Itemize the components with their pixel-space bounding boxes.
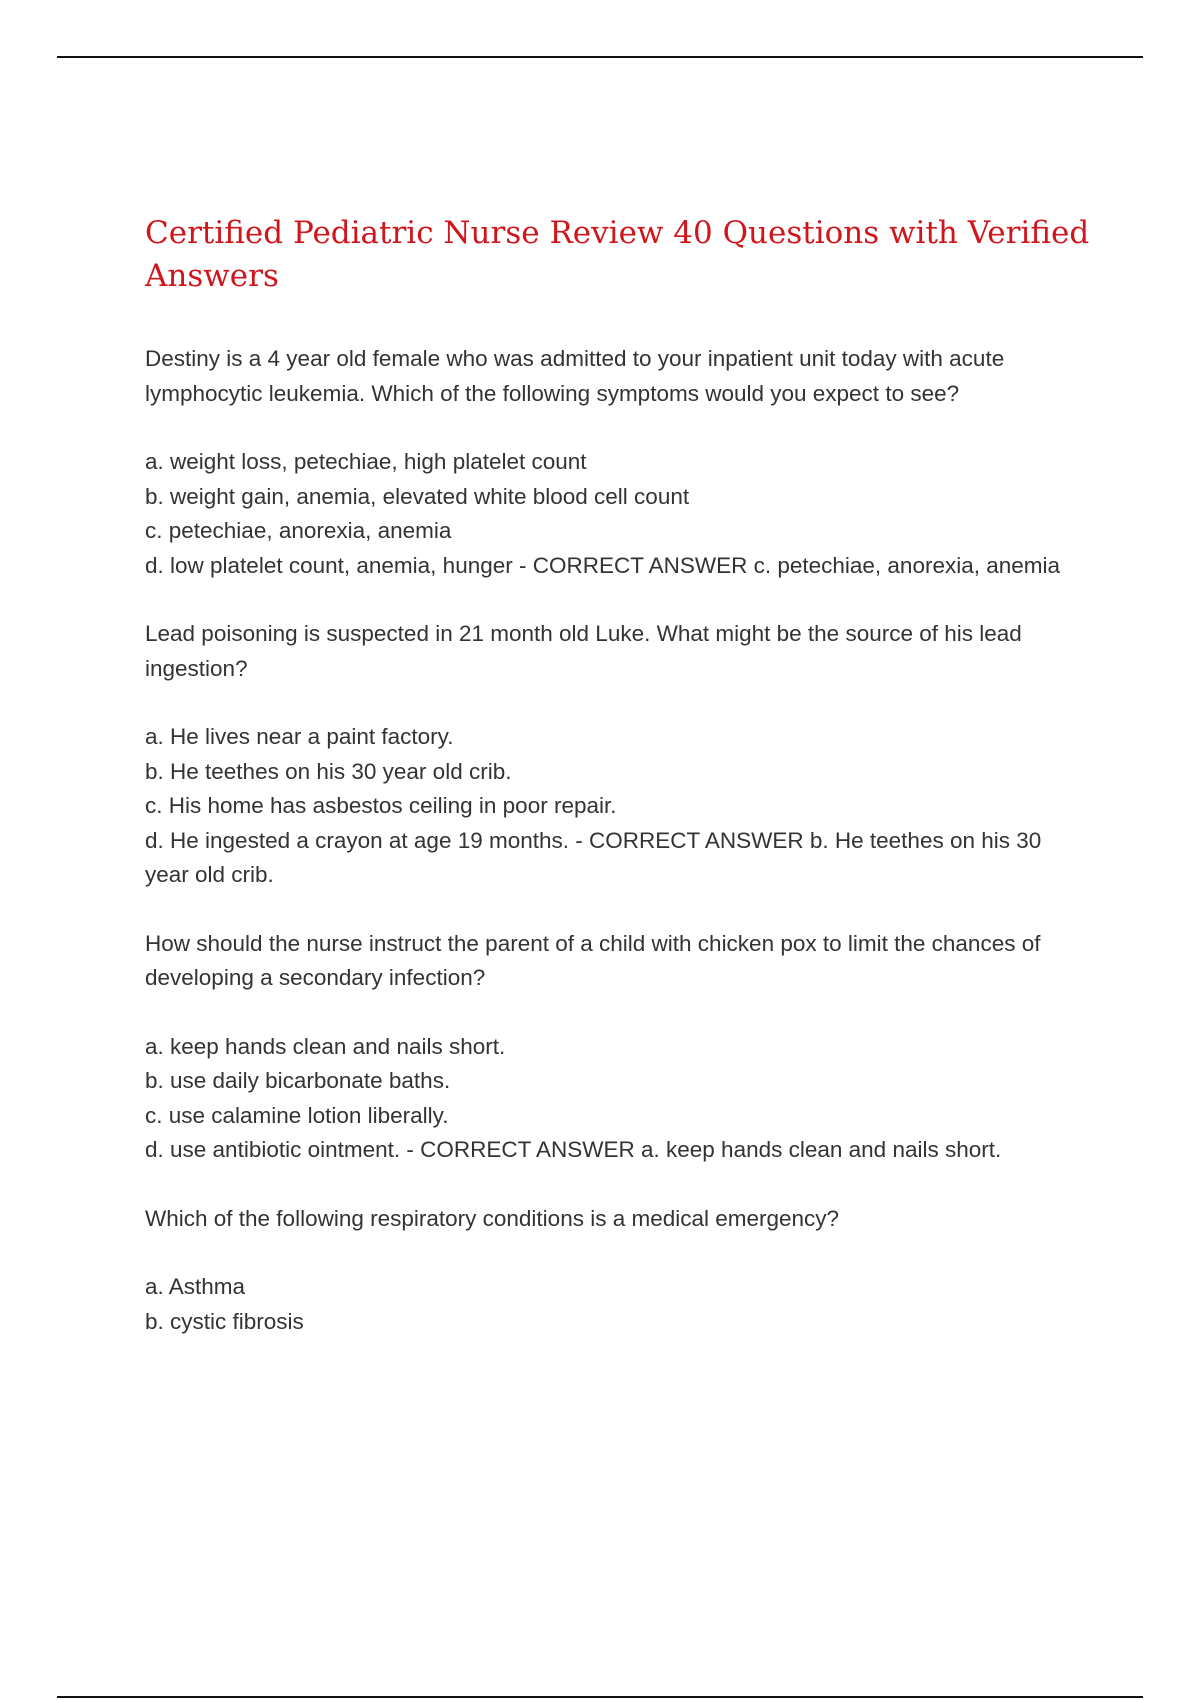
answer-option: c. use calamine lotion liberally. <box>145 1102 449 1128</box>
question-block <box>145 342 1090 583</box>
answer-option: a. weight loss, petechiae, high platelet count <box>145 449 587 474</box>
question-block <box>145 617 1090 893</box>
answer-options <box>145 1030 1090 1168</box>
answer-option: b. use daily bicarbonate baths. <box>145 1068 451 1093</box>
answer-options <box>145 720 1090 893</box>
answer-option: b. cystic fibrosis <box>145 1308 304 1334</box>
answer-option: a. Asthma <box>145 1274 246 1299</box>
document-title: Certified Pediatric Nurse Review 40 Questions with Verified Answers <box>145 215 1090 294</box>
answer-option: d. He ingested a crayon at age 19 months. - CORRECT ANSWER b. He teethes on his 30 year old crib. <box>145 827 1042 887</box>
answer-option: c. His home has asbestos ceiling in poor repair. <box>145 793 617 818</box>
answer-option: c. petechiae, anorexia, anemia <box>145 518 452 543</box>
answer-option: b. He teethes on his 30 year old crib. <box>145 758 512 784</box>
question-text: Destiny is a 4 year old female who was admitted to your inpatient unit today with acute lymphocytic leukemia. Which of the following symptoms would you expect to see? <box>145 346 1005 406</box>
answer-option: d. use antibiotic ointment. - CORRECT ANSWER a. keep hands clean and nails short. <box>145 1137 1002 1162</box>
question-block <box>145 1202 1090 1340</box>
answer-option: a. He lives near a paint factory. <box>145 724 454 749</box>
answer-options <box>145 445 1090 583</box>
footer-rule <box>57 1696 1143 1698</box>
answer-options <box>145 1270 1090 1339</box>
question-text: Which of the following respiratory conditions is a medical emergency? <box>145 1205 840 1231</box>
answer-option: d. low platelet count, anemia, hunger - CORRECT ANSWER c. petechiae, anorexia, anemia <box>145 552 1061 578</box>
answer-option: b. weight gain, anemia, elevated white blood cell count <box>145 483 690 509</box>
header-rule <box>57 56 1143 58</box>
question-text: How should the nurse instruct the parent of a child with chicken pox to limit the chances of developing a secondary infection? <box>145 930 1041 990</box>
question-text: Lead poisoning is suspected in 21 month old Luke. What might be the source of his lead ingestion? <box>145 621 1022 681</box>
answer-option: a. keep hands clean and nails short. <box>145 1033 506 1059</box>
document-body <box>145 212 1090 1373</box>
question-block <box>145 927 1090 1168</box>
